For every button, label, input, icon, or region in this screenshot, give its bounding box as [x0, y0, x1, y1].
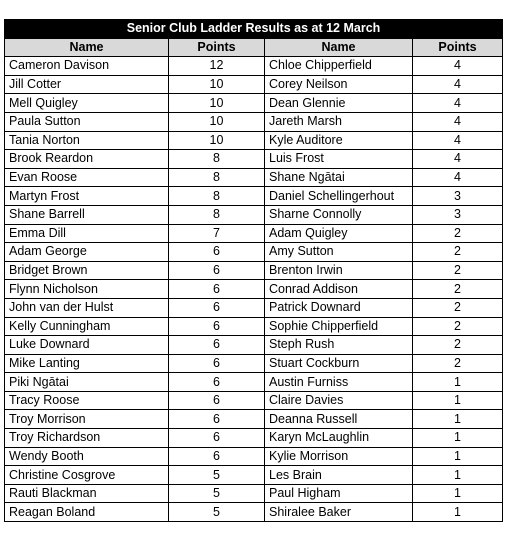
player-points-left: 6	[169, 298, 265, 317]
table-row	[5, 373, 503, 392]
player-points-left: 6	[169, 373, 265, 392]
table-row	[5, 317, 503, 336]
player-points-left: 5	[169, 484, 265, 503]
player-name-right: Shiralee Baker	[265, 503, 413, 522]
player-name-left: Christine Cosgrove	[5, 466, 169, 485]
player-points-left: 12	[169, 57, 265, 76]
table-row	[5, 75, 503, 94]
player-name-left: Kelly Cunningham	[5, 317, 169, 336]
player-points-right: 1	[413, 503, 503, 522]
column-header-name-left: Name	[5, 38, 169, 57]
player-name-left: Brook Reardon	[5, 150, 169, 169]
player-name-left: Evan Roose	[5, 168, 169, 187]
player-name-right: Austin Furniss	[265, 373, 413, 392]
player-points-left: 6	[169, 429, 265, 448]
player-name-left: Cameron Davison	[5, 57, 169, 76]
player-points-right: 4	[413, 131, 503, 150]
player-name-right: Jareth Marsh	[265, 112, 413, 131]
player-name-right: Sharne Connolly	[265, 205, 413, 224]
player-points-right: 1	[413, 484, 503, 503]
player-name-left: Wendy Booth	[5, 447, 169, 466]
player-name-right: Kylie Morrison	[265, 447, 413, 466]
player-name-right: Luis Frost	[265, 150, 413, 169]
player-points-left: 7	[169, 224, 265, 243]
player-name-right: Chloe Chipperfield	[265, 57, 413, 76]
player-points-left: 6	[169, 391, 265, 410]
player-points-right: 4	[413, 75, 503, 94]
player-points-left: 6	[169, 410, 265, 429]
table-row	[5, 94, 503, 113]
player-points-left: 8	[169, 187, 265, 206]
ladder-sheet	[4, 19, 502, 522]
player-name-right: Patrick Downard	[265, 298, 413, 317]
table-row	[5, 484, 503, 503]
player-points-right: 4	[413, 168, 503, 187]
player-points-right: 4	[413, 94, 503, 113]
player-name-right: Shane Ngātai	[265, 168, 413, 187]
title-row	[5, 20, 503, 39]
player-name-right: Karyn McLaughlin	[265, 429, 413, 448]
player-name-left: Mell Quigley	[5, 94, 169, 113]
player-points-right: 2	[413, 298, 503, 317]
player-name-left: Troy Morrison	[5, 410, 169, 429]
player-points-left: 8	[169, 150, 265, 169]
player-name-right: Deanna Russell	[265, 410, 413, 429]
player-name-right: Paul Higham	[265, 484, 413, 503]
table-row	[5, 131, 503, 150]
table-row	[5, 447, 503, 466]
player-points-right: 4	[413, 57, 503, 76]
table-row	[5, 205, 503, 224]
player-points-right: 2	[413, 317, 503, 336]
ladder-table	[4, 19, 503, 522]
player-name-left: Tania Norton	[5, 131, 169, 150]
player-points-right: 2	[413, 261, 503, 280]
player-points-left: 8	[169, 205, 265, 224]
player-points-right: 3	[413, 187, 503, 206]
player-points-right: 1	[413, 447, 503, 466]
player-points-left: 6	[169, 280, 265, 299]
player-name-left: Paula Sutton	[5, 112, 169, 131]
player-points-right: 1	[413, 429, 503, 448]
table-row	[5, 57, 503, 76]
table-row	[5, 112, 503, 131]
player-name-left: Piki Ngātai	[5, 373, 169, 392]
player-name-right: Dean Glennie	[265, 94, 413, 113]
table-row	[5, 243, 503, 262]
player-name-left: Jill Cotter	[5, 75, 169, 94]
table-row	[5, 391, 503, 410]
player-points-right: 2	[413, 336, 503, 355]
player-name-left: Mike Lanting	[5, 354, 169, 373]
player-name-left: Adam George	[5, 243, 169, 262]
ladder-body	[5, 57, 503, 522]
column-header-points-left: Points	[169, 38, 265, 57]
player-name-left: John van der Hulst	[5, 298, 169, 317]
player-points-right: 2	[413, 224, 503, 243]
player-points-left: 6	[169, 317, 265, 336]
column-header-points-right: Points	[413, 38, 503, 57]
player-points-left: 6	[169, 354, 265, 373]
player-name-left: Flynn Nicholson	[5, 280, 169, 299]
player-points-left: 5	[169, 503, 265, 522]
table-row	[5, 429, 503, 448]
table-row	[5, 168, 503, 187]
player-points-left: 5	[169, 466, 265, 485]
table-row	[5, 503, 503, 522]
player-name-left: Troy Richardson	[5, 429, 169, 448]
player-points-left: 6	[169, 243, 265, 262]
table-row	[5, 187, 503, 206]
player-name-left: Emma Dill	[5, 224, 169, 243]
player-points-left: 10	[169, 112, 265, 131]
player-points-left: 6	[169, 261, 265, 280]
player-name-left: Martyn Frost	[5, 187, 169, 206]
player-points-right: 2	[413, 354, 503, 373]
player-name-left: Bridget Brown	[5, 261, 169, 280]
player-points-left: 10	[169, 75, 265, 94]
table-row	[5, 150, 503, 169]
player-name-right: Claire Davies	[265, 391, 413, 410]
player-points-left: 6	[169, 447, 265, 466]
table-row	[5, 466, 503, 485]
table-title: Senior Club Ladder Results as at 12 March	[5, 20, 503, 39]
player-points-left: 6	[169, 336, 265, 355]
table-row	[5, 410, 503, 429]
header-row	[5, 38, 503, 57]
player-name-left: Rauti Blackman	[5, 484, 169, 503]
player-points-right: 2	[413, 280, 503, 299]
player-points-left: 8	[169, 168, 265, 187]
player-name-left: Luke Downard	[5, 336, 169, 355]
column-header-name-right: Name	[265, 38, 413, 57]
player-name-right: Adam Quigley	[265, 224, 413, 243]
table-row	[5, 354, 503, 373]
player-points-left: 10	[169, 131, 265, 150]
table-row	[5, 336, 503, 355]
player-name-right: Corey Neilson	[265, 75, 413, 94]
player-points-right: 2	[413, 243, 503, 262]
player-name-left: Tracy Roose	[5, 391, 169, 410]
player-name-right: Kyle Auditore	[265, 131, 413, 150]
player-points-right: 4	[413, 112, 503, 131]
player-name-right: Sophie Chipperfield	[265, 317, 413, 336]
table-row	[5, 280, 503, 299]
player-name-right: Amy Sutton	[265, 243, 413, 262]
player-points-right: 1	[413, 410, 503, 429]
player-name-right: Les Brain	[265, 466, 413, 485]
table-row	[5, 298, 503, 317]
player-name-right: Daniel Schellingerhout	[265, 187, 413, 206]
player-points-left: 10	[169, 94, 265, 113]
player-name-right: Brenton Irwin	[265, 261, 413, 280]
player-points-right: 1	[413, 373, 503, 392]
player-points-right: 1	[413, 391, 503, 410]
player-name-left: Reagan Boland	[5, 503, 169, 522]
player-points-right: 1	[413, 466, 503, 485]
player-points-right: 4	[413, 150, 503, 169]
player-name-right: Steph Rush	[265, 336, 413, 355]
player-points-right: 3	[413, 205, 503, 224]
player-name-right: Stuart Cockburn	[265, 354, 413, 373]
player-name-left: Shane Barrell	[5, 205, 169, 224]
table-row	[5, 224, 503, 243]
table-row	[5, 261, 503, 280]
player-name-right: Conrad Addison	[265, 280, 413, 299]
